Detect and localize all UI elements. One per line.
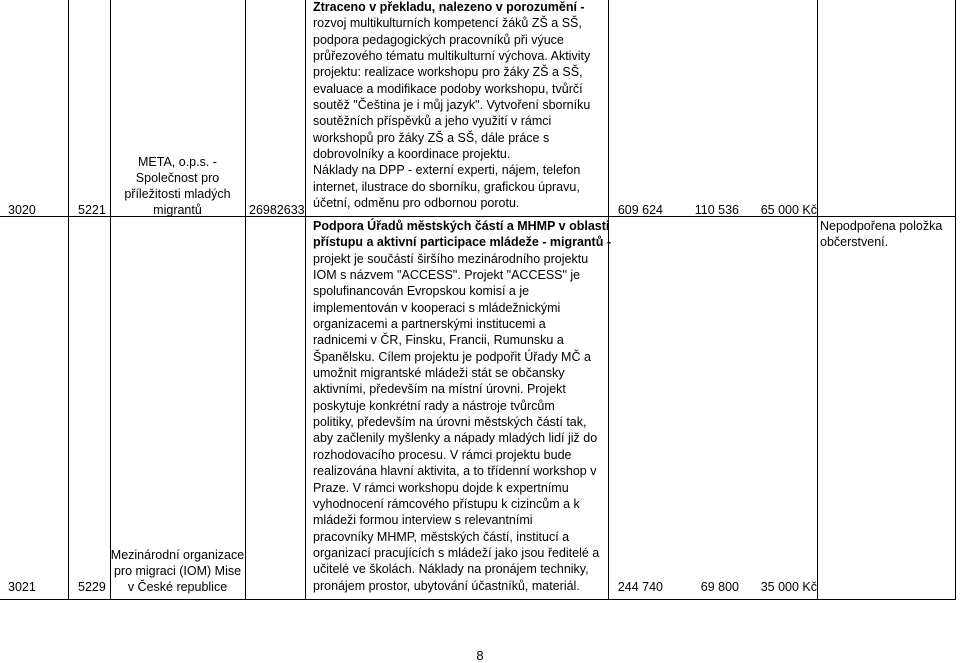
description-line: workshopů pro žáky ZŠ a SŠ, dále práce s	[313, 130, 550, 145]
description-line: projektu: realizace workshopu pro žáky ZŠ a SŠ,	[313, 65, 583, 80]
organization-line: příležitosti mladých	[124, 187, 231, 201]
description-line: podpora pedagogických pracovníků při výuce	[313, 32, 564, 47]
description-line: aktivními, především na místní úrovni. Projekt	[313, 382, 566, 397]
description-line: spolufinancován Evropskou komisí a je	[313, 284, 530, 299]
total-amount: 609 624	[617, 203, 663, 217]
description-line: realizována hlavní aktivita, a to třídenní workshop v	[313, 464, 597, 479]
description-line: umožnit migrantské mládeži stát se občansky	[313, 366, 565, 381]
description-line: soutěž "Čeština je i můj jazyk". Vytvoření sborníku	[313, 98, 591, 113]
requested-amount: 110 536	[694, 203, 739, 217]
description-line: učitelé ve školách. Náklady na pronájem techniky,	[313, 562, 589, 577]
description-line: organizacemi a partnerskými institucemi a	[313, 317, 546, 332]
description-line: pracovníky MHMP, městských částí, institucí a	[313, 529, 570, 544]
description-line: mládeži formou interview s relevantními	[313, 513, 533, 528]
description-line: průřezového tématu multikulturní výchova. Aktivity	[313, 49, 591, 64]
organization-line: pro migraci (IOM) Mise	[113, 564, 242, 578]
description-line: projekt je součástí širšího mezinárodního projektu	[313, 251, 589, 266]
table-vline-1	[68, 0, 69, 600]
requested-amount: 69 800	[700, 580, 739, 594]
description-line: Praze. V rámci workshopu dojde k expertnímu	[313, 480, 569, 495]
row-id: 3020	[8, 203, 36, 217]
description-line: Náklady na DPP - externí experti, nájem, telefon	[313, 163, 581, 178]
description-line: dobrovolníky a koordinace projektu.	[313, 147, 511, 162]
organization-line: v České republice	[127, 580, 228, 594]
note	[820, 218, 942, 250]
organization-line: META, o.p.s. -	[138, 155, 217, 169]
table-vline-2	[110, 0, 111, 600]
description-line: účetní, odměnu pro odbornou porotu.	[313, 196, 520, 211]
row-id: 3021	[8, 580, 36, 594]
description-line: rozvoj multikulturních kompetencí žáků ZŠ a SŠ,	[313, 16, 582, 31]
project-title: Ztraceno v překladu, nalezeno v porozumění -	[313, 0, 585, 14]
note-line: občerstvení.	[820, 235, 889, 249]
description-line: pronájem prostor, ubytování účastníků, materiál.	[313, 578, 580, 593]
description-line: radnicemi v ČR, Finsku, Francii, Rumunsku a	[313, 333, 564, 348]
page-number: 8	[476, 648, 484, 663]
organization-line: Mezinárodní organizace	[110, 548, 245, 562]
project-title-line: Podpora Úřadů městských částí a MHMP v oblasti	[313, 219, 610, 233]
table-vline-4	[305, 0, 306, 600]
granted-amount: 35 000 Kč	[760, 580, 817, 594]
organization-name	[110, 154, 245, 218]
description-line: organizací pracujících s mládeží jako jsou ředitelé a	[313, 545, 600, 560]
total-amount: 244 740	[617, 580, 663, 594]
description-line: politiky, především na úrovni městských částí tak,	[313, 415, 587, 430]
description-line: vyhodnocení rámcového přístupu k cizincům a k	[313, 496, 580, 511]
organization-line: migrantů	[153, 203, 202, 217]
table-vline-7	[955, 0, 956, 600]
project-description	[313, 218, 611, 594]
table-hline-row2-bottom	[0, 599, 956, 600]
note-line: Nepodpořena položka	[820, 219, 943, 233]
description-line: poskytuje konkrétní rady a nástroje tvůrcům	[313, 398, 555, 413]
description-line: internet, ilustrace do sborníku, grafickou úpravu,	[313, 179, 580, 194]
organization-line: Společnost pro	[135, 171, 220, 185]
organization-name	[110, 547, 245, 595]
description-line: evaluace a modifikace podoby workshopu, tvůrčí	[313, 81, 583, 96]
row-code: 5221	[78, 203, 106, 217]
description-line: rozhodovacího procesu. V rámci projektu bude	[313, 447, 572, 462]
description-line: aby začlenily myšlenky a nápady mladých lidí již do	[313, 431, 598, 446]
project-description	[313, 0, 590, 211]
description-line: IOM s názvem "ACCESS". Projekt "ACCESS" je	[313, 268, 581, 283]
project-title-line: přístupu a aktivní participace mládeže - migrantů -	[313, 235, 611, 250]
row-code: 5229	[78, 580, 106, 594]
granted-amount: 65 000 Kč	[760, 203, 817, 217]
table-vline-3	[245, 0, 246, 600]
table-vline-6	[817, 0, 818, 600]
description-line: Španělsku. Cílem projektu je podpořit Úřady MČ a	[313, 349, 591, 364]
description-line: implementován v kooperaci s mládežnickými	[313, 300, 561, 315]
description-line: soutěžních příspěvků a jeho využití v rámci	[313, 114, 552, 129]
organization-ico: 26982633	[249, 203, 305, 217]
